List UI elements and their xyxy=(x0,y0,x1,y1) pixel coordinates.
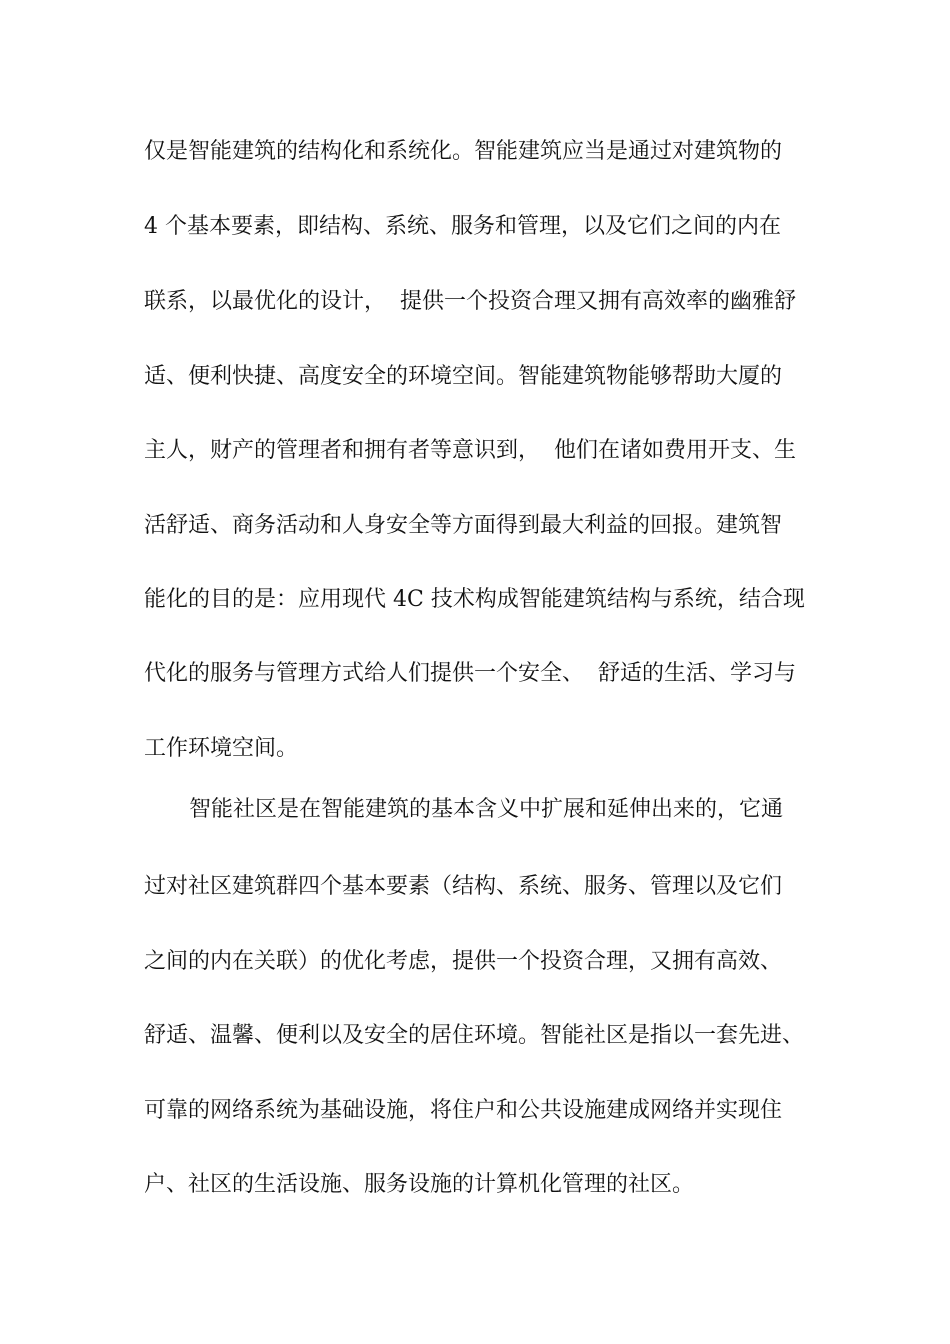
paragraph-2-line-6: 户、社区的生活设施、服务设施的计算机化管理的社区。 xyxy=(144,1172,695,1197)
paragraph-2-line-2: 过对社区建筑群四个基本要素（结构、系统、服务、管理以及它们 xyxy=(144,874,783,899)
paragraph-1-line-9: 工作环境空间。 xyxy=(144,736,299,761)
paragraph-1-line-7: 能化的目的是：应用现代 4C 技术构成智能建筑结构与系统，结合现 xyxy=(144,587,805,612)
paragraph-1-line-6: 活舒适、商务活动和人身安全等方面得到最大利益的回报。建筑智 xyxy=(144,513,783,538)
paragraph-1-line-2: 4 个基本要素，即结构、系统、服务和管理，以及它们之间的内在 xyxy=(144,214,781,239)
paragraph-1-line-3: 联系，以最优化的设计， 提供一个投资合理又拥有高效率的幽雅舒 xyxy=(144,289,796,314)
paragraph-1-line-1: 仅是智能建筑的结构化和系统化。智能建筑应当是通过对建筑物的 xyxy=(144,139,783,164)
paragraph-2-line-3: 之间的内在关联）的优化考虑，提供一个投资合理，又拥有高效、 xyxy=(144,949,783,974)
paragraph-1-line-5: 主人，财产的管理者和拥有者等意识到， 他们在诸如费用开支、生 xyxy=(144,438,796,463)
paragraph-2-line-4: 舒适、温馨、便利以及安全的居住环境。智能社区是指以一套先进、 xyxy=(144,1023,805,1048)
paragraph-1-line-8: 代化的服务与管理方式给人们提供一个安全、 舒适的生活、学习与 xyxy=(144,661,796,686)
paragraph-1-line-4: 适、便利快捷、高度安全的环境空间。智能建筑物能够帮助大厦的 xyxy=(144,364,783,389)
paragraph-2-line-5: 可靠的网络系统为基础设施，将住户和公共设施建成网络并实现住 xyxy=(144,1098,783,1123)
paragraph-2-line-1: 智能社区是在智能建筑的基本含义中扩展和延伸出来的，它通 xyxy=(189,797,784,822)
